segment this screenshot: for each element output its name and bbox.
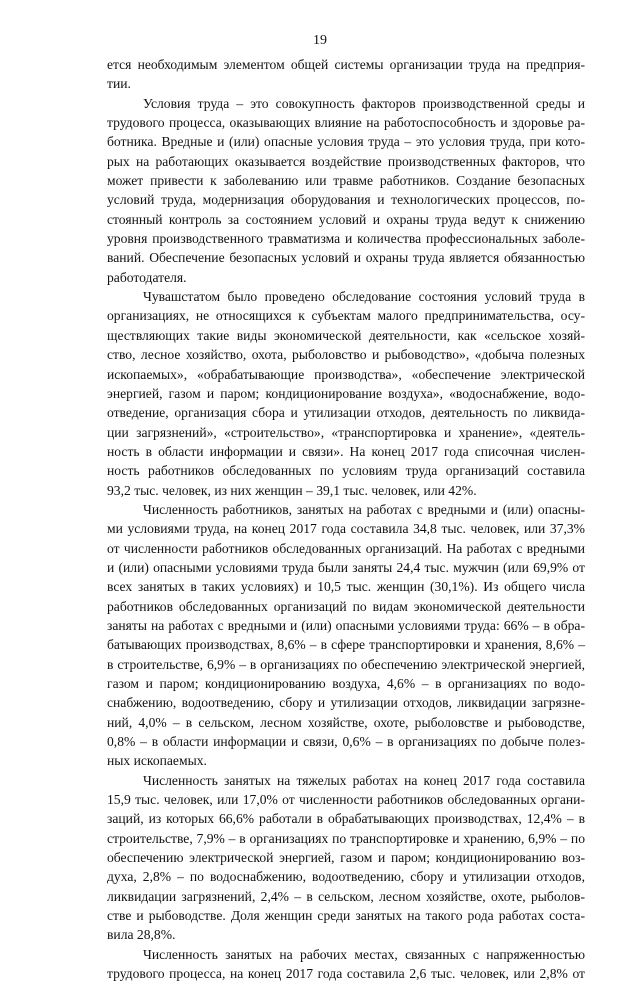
text-line: 93,2 тыс. человек, из них женщин – 39,1 тыс. человек, или 42%. — [107, 482, 477, 498]
text-line: трудового процесса, на конец 2017 года составила 2,6 тыс. человек, или 2,8% от — [107, 966, 585, 982]
text-line: и (или) опасными условиями труда были заняты 24,4 тыс. мужчин (или 69,9% от — [107, 559, 585, 575]
text-line: ных ископаемых. — [107, 753, 207, 769]
text-line: ность работников обследованных по условиям труда организаций составила — [107, 463, 585, 479]
text-line: заняты на работах с вредными и (или) опасными условиями труда: 66% – в обра- — [107, 617, 585, 633]
text-line: ность в области информации и связи». На конец 2017 года списочная числен- — [107, 443, 585, 459]
text-line: отведение, организация сбора и утилизации отходов, деятельность по ликвида- — [107, 405, 585, 421]
text-line: ми условиями труда, на конец 2017 года составила 34,8 тыс. человек, или 37,3% — [107, 521, 585, 537]
text-line: ции загрязнений», «строительство», «транспортировка и хранение», «деятель- — [107, 424, 585, 440]
text-line: вила 28,8%. — [107, 927, 176, 943]
text-line: Численность занятых на тяжелых работах на конец 2017 года составила — [143, 772, 585, 788]
text-line: ботника. Вредные и (или) опасные условия труда – это условия труда, при кото- — [107, 134, 585, 150]
text-line: стоянный контроль за состоянием условий и охраны труда ведут к снижению — [107, 211, 585, 227]
text-line: обеспечению электрической энергией, газом и паром; кондиционированию воз- — [107, 850, 585, 866]
text-line: от численности работников обследованных организаций. На работах с вредными — [107, 540, 585, 556]
text-line: ний, 4,0% – в сельском, лесном хозяйстве, охоте, рыболовстве и рыбоводстве, — [107, 714, 585, 730]
text-line: может привести к заболеванию или травме работников. Создание безопасных — [107, 173, 585, 189]
text-line: стве и рыбоводстве. Доля женщин среди занятых на такого рода работах соста- — [107, 908, 585, 924]
text-line: Условия труда – это совокупность факторов производственной среды и — [143, 95, 585, 111]
text-line: всех занятых в таких условиях) и 10,5 тыс. женщин (30,1%). Из общего числа — [107, 579, 585, 595]
body-text — [107, 55, 585, 984]
text-line: ществляющих такие виды экономической деятельности, как «сельское хозяй- — [107, 327, 585, 343]
text-line: организациях, не относящихся к субъектам малого предпринимательства, осу- — [107, 308, 585, 324]
text-line: уровня производственного травматизма и количества профессиональных заболе- — [107, 231, 585, 247]
text-line: тии. — [107, 76, 131, 92]
text-line: Численность занятых на рабочих местах, связанных с напряженностью — [143, 946, 585, 962]
text-line: 15,9 тыс. человек, или 17,0% от численности работников обследованных органи- — [107, 792, 585, 808]
text-line: работодателя. — [107, 269, 187, 285]
text-line: энергией, газом и паром; кондиционирование воздуха», «водоснабжение, водо- — [107, 385, 585, 401]
text-line: духа, 2,8% – по водоснабжению, водоотведению, сбору и утилизации отходов, — [107, 869, 585, 885]
text-line: снабжению, водоотведению, сбору и утилизации отходов, ликвидации загрязне- — [107, 695, 585, 711]
text-line: ство, лесное хозяйство, охота, рыболовство и рыбоводство», «добыча полезных — [107, 347, 585, 363]
text-line: рых на работающих оказывается воздействие производственных факторов, что — [107, 153, 585, 169]
text-line: батывающих производствах, 8,6% – в сфере транспортировки и хранения, 8,6% – — [107, 637, 585, 653]
text-line: 0,8% – в области информации и связи, 0,6% – в организациях по добыче полез- — [107, 734, 585, 750]
text-line: ется необходимым элементом общей системы организации труда на предприя- — [107, 57, 585, 72]
text-line: Чувашстатом было проведено обследование состояния условий труда в — [143, 289, 585, 305]
text-line: ликвидации загрязнений, 2,4% – в сельском, лесном хозяйстве, охоте, рыболов- — [107, 888, 585, 904]
text-line: работников обследованных организаций по видам экономической деятельности — [107, 598, 585, 614]
text-line: газом и паром; кондиционированию воздуха, 4,6% – в организациях по водо- — [107, 676, 585, 691]
text-line: трудового процесса, оказывающих влияние на работоспособность и здоровье ра- — [107, 115, 585, 131]
text-line: в строительстве, 6,9% – в организациях по обеспечению электрической энергией, — [107, 656, 585, 672]
text-line: заций, из которых 66,6% работали в обрабатывающих производствах, 12,4% – в — [107, 811, 585, 827]
text-line: Численность работников, занятых на работах с вредными и (или) опасны- — [143, 501, 585, 517]
page-number: 19 — [313, 33, 327, 48]
text-line: условий труда, модернизация оборудования и технологических процессов, по- — [107, 192, 585, 208]
text-line: строительстве, 7,9% – в организациях по транспортировке и хранению, 6,9% – по — [107, 830, 585, 846]
text-line: ваний. Обеспечение безопасных условий и охраны труда является обязанностью — [107, 250, 585, 266]
text-line: ископаемых», «обрабатывающие производства», «обеспечение электрической — [107, 366, 585, 382]
